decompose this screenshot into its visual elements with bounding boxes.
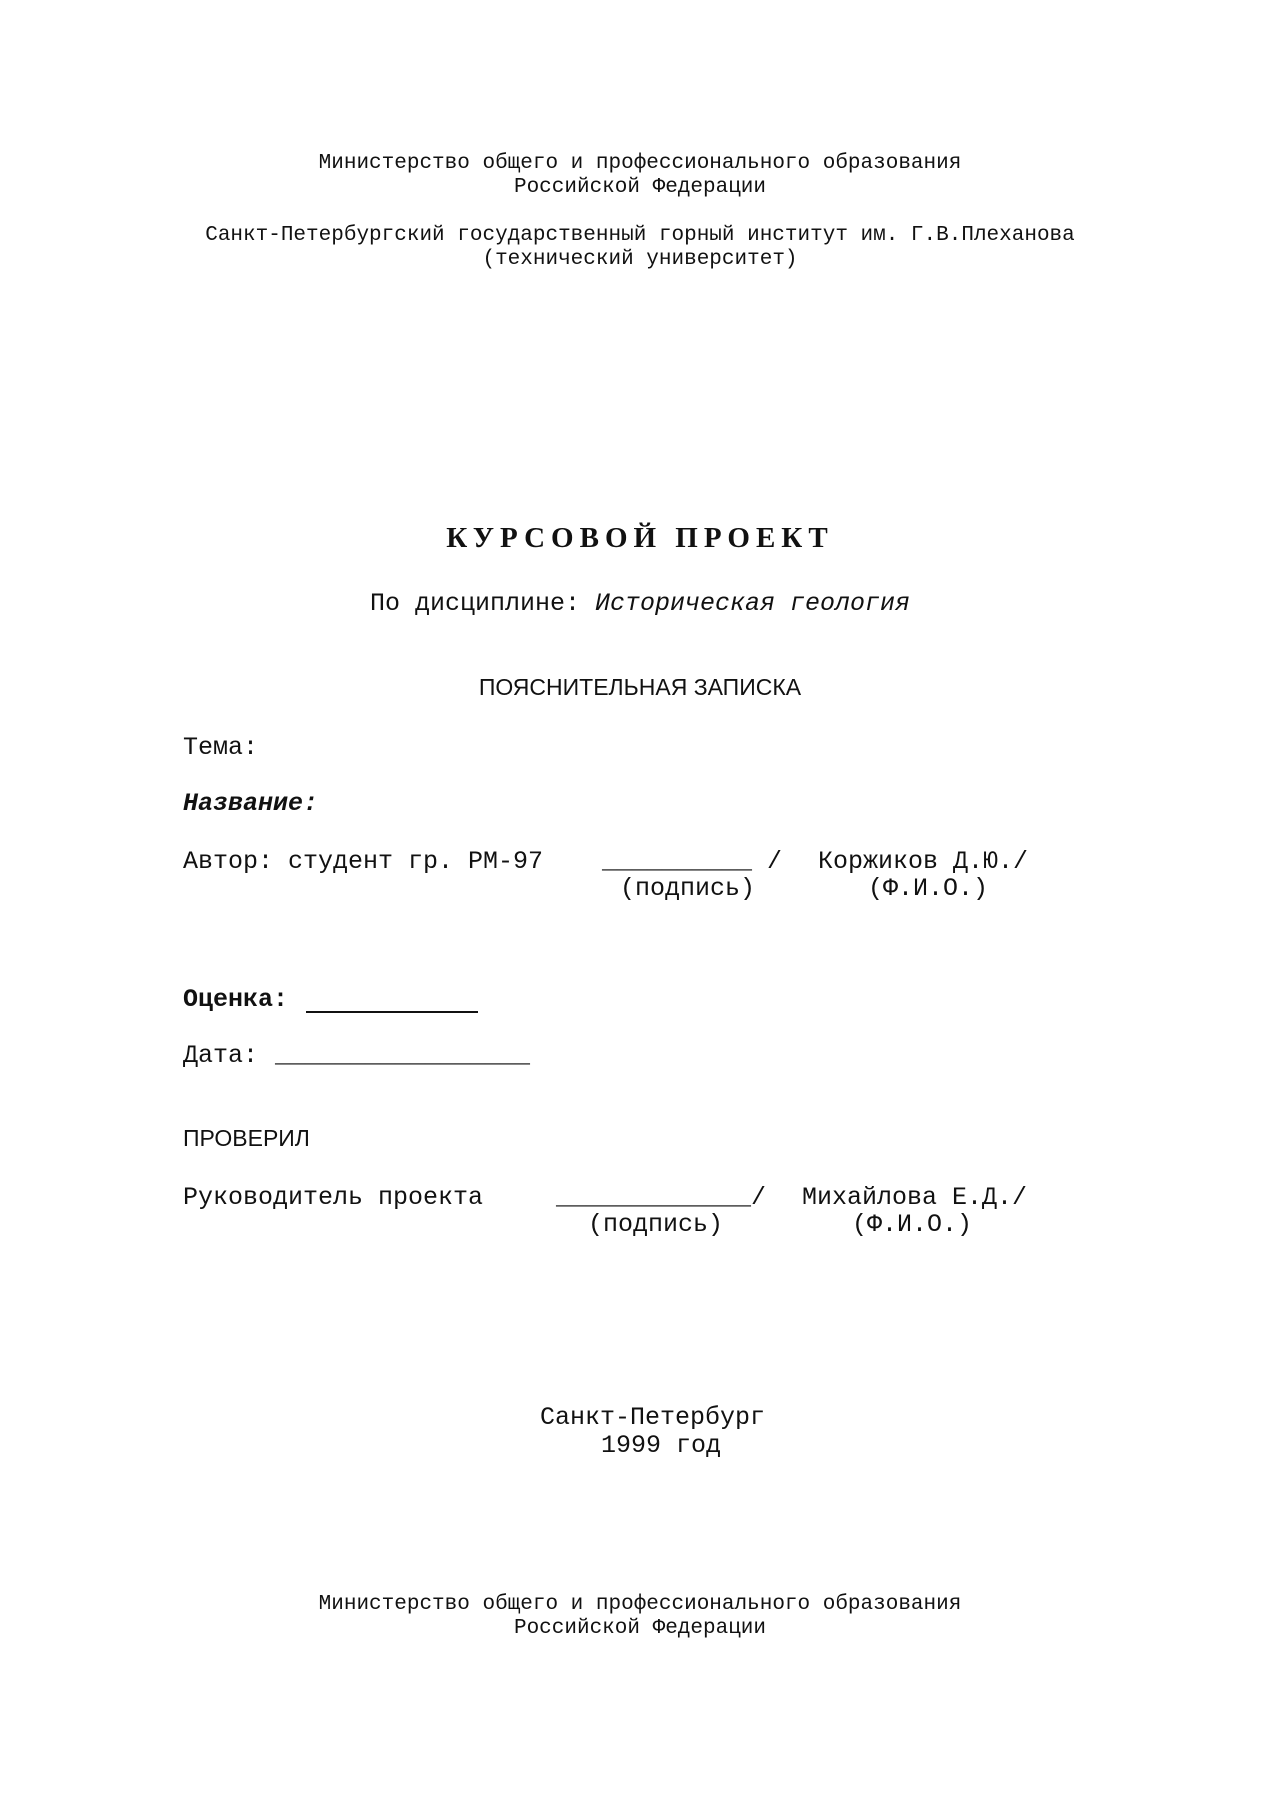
supervisor-signature-caption: (подпись) [588, 1210, 724, 1239]
footer-ministry-line-2: Российской Федерации [513, 1617, 767, 1640]
ministry-line-2: Российской Федерации [513, 176, 767, 199]
author-signature-blank: __________ / [602, 847, 783, 876]
ministry-line-1: Министерство общего и профессионального образования [318, 152, 962, 175]
footer-year: 1999 год [601, 1431, 722, 1460]
supervisor-label: Руководитель проекта [183, 1183, 484, 1212]
author-label: Автор: студент гр. РМ-97 [183, 847, 544, 876]
checked-label: ПРОВЕРИЛ [183, 1125, 310, 1151]
discipline-value: Историческая геология [595, 589, 911, 618]
date-label: Дата: [183, 1041, 259, 1070]
grade-blank-line [306, 1011, 478, 1013]
grade-label: Оценка: [183, 985, 289, 1014]
topic-label: Тема: [183, 733, 259, 762]
name-label: Название: [183, 789, 319, 818]
discipline-label: По дисциплине: [369, 589, 580, 618]
supervisor-name: Михайлова Е.Д./ [802, 1183, 1028, 1212]
supervisor-signature-blank: _____________/ [556, 1183, 767, 1212]
discipline-line [0, 590, 1280, 618]
institute-line-2: (технический университет) [482, 248, 798, 271]
explanatory-note-title: ПОЯСНИТЕЛЬНАЯ ЗАПИСКА [478, 674, 802, 700]
author-signature-caption: (подпись) [620, 874, 756, 903]
institute-line-1: Санкт-Петербургский государственный горный институт им. Г.В.Плеханова [205, 224, 1075, 247]
author-name-caption: (Ф.И.О.) [868, 874, 989, 903]
footer-city: Санкт-Петербург [540, 1403, 766, 1432]
supervisor-name-caption: (Ф.И.О.) [852, 1210, 973, 1239]
author-name: Коржиков Д.Ю./ [818, 847, 1029, 876]
document-title: КУРСОВОЙ ПРОЕКТ [446, 522, 834, 554]
footer-ministry-line-1: Министерство общего и профессионального образования [318, 1593, 962, 1616]
date-blank: _________________ [275, 1041, 531, 1070]
